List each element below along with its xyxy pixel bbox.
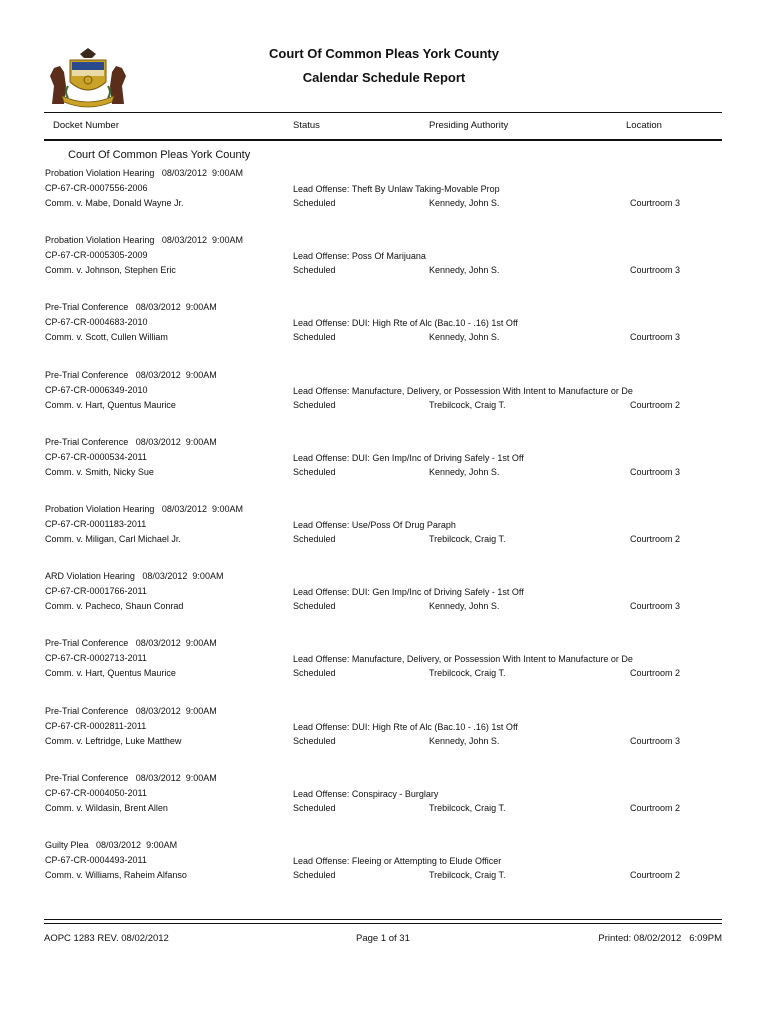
case-status: Scheduled [293, 668, 336, 678]
lead-offense: Lead Offense: DUI: High Rte of Alc (Bac.10 - .16) 1st Off [293, 318, 518, 328]
case-status: Scheduled [293, 467, 336, 477]
court-section-heading: Court Of Common Pleas York County [68, 149, 251, 161]
report-court-title: Court Of Common Pleas York County [269, 46, 499, 61]
col-docket-number: Docket Number [53, 120, 119, 131]
presiding-authority: Kennedy, John S. [429, 467, 500, 477]
schedule-entry [0, 370, 768, 418]
courtroom-location: Courtroom 3 [630, 198, 681, 208]
courtroom-location: Courtroom 3 [630, 736, 681, 746]
presiding-authority: Trebilcock, Craig T. [429, 870, 506, 880]
case-caption: Comm. v. Pacheco, Shaun Conrad [45, 601, 184, 611]
case-caption: Comm. v. Miligan, Carl Michael Jr. [45, 534, 181, 544]
presiding-authority: Kennedy, John S. [429, 332, 500, 342]
header-bottom-rule [44, 139, 722, 141]
docket-number: CP-67-CR-0006349-2010 [45, 385, 148, 395]
schedule-entry [0, 571, 768, 619]
lead-offense: Lead Offense: Poss Of Marijuana [293, 251, 426, 261]
hearing-type-date: Probation Violation Hearing 08/03/2012 9:00AM [45, 168, 243, 178]
schedule-entry [0, 235, 768, 283]
schedule-entry [0, 706, 768, 754]
docket-number: CP-67-CR-0004050-2011 [45, 788, 147, 798]
presiding-authority: Trebilcock, Craig T. [429, 534, 506, 544]
courtroom-location: Courtroom 3 [630, 467, 681, 477]
courtroom-location: Courtroom 2 [630, 668, 681, 678]
case-status: Scheduled [293, 870, 336, 880]
lead-offense: Lead Offense: DUI: High Rte of Alc (Bac.10 - .16) 1st Off [293, 722, 518, 732]
docket-number: CP-67-CR-0004493-2011 [45, 855, 147, 865]
lead-offense: Lead Offense: Manufacture, Delivery, or Possession With Intent to Manufacture or De [293, 386, 633, 396]
presiding-authority: Trebilcock, Craig T. [429, 400, 506, 410]
presiding-authority: Trebilcock, Craig T. [429, 803, 506, 813]
case-status: Scheduled [293, 400, 336, 410]
docket-number: CP-67-CR-0007556-2006 [45, 183, 148, 193]
schedule-entry [0, 840, 768, 888]
column-header-row [0, 120, 768, 134]
courtroom-location: Courtroom 3 [630, 601, 681, 611]
presiding-authority: Kennedy, John S. [429, 736, 500, 746]
header-top-rule [44, 112, 722, 113]
hearing-type-date: Pre-Trial Conference 08/03/2012 9:00AM [45, 706, 217, 716]
case-status: Scheduled [293, 736, 336, 746]
docket-number: CP-67-CR-0001183-2011 [45, 519, 147, 529]
case-caption: Comm. v. Wildasin, Brent Allen [45, 803, 168, 813]
case-status: Scheduled [293, 198, 336, 208]
hearing-type-date: Pre-Trial Conference 08/03/2012 9:00AM [45, 370, 217, 380]
case-caption: Comm. v. Williams, Raheim Alfanso [45, 870, 187, 880]
presiding-authority: Kennedy, John S. [429, 198, 500, 208]
courtroom-location: Courtroom 2 [630, 534, 681, 544]
footer-printed-date: Printed: 08/02/2012 6:09PM [598, 933, 722, 944]
footer-rule-1 [44, 919, 722, 920]
presiding-authority: Trebilcock, Craig T. [429, 668, 506, 678]
hearing-type-date: Pre-Trial Conference 08/03/2012 9:00AM [45, 773, 217, 783]
case-caption: Comm. v. Hart, Quentus Maurice [45, 400, 176, 410]
col-status: Status [293, 120, 320, 131]
case-status: Scheduled [293, 534, 336, 544]
courtroom-location: Courtroom 2 [630, 870, 681, 880]
case-caption: Comm. v. Hart, Quentus Maurice [45, 668, 176, 678]
docket-number: CP-67-CR-0004683-2010 [45, 317, 148, 327]
docket-number: CP-67-CR-0002713-2011 [45, 653, 147, 663]
footer-form-number: AOPC 1283 REV. 08/02/2012 [44, 933, 169, 944]
docket-number: CP-67-CR-0000534-2011 [45, 452, 147, 462]
hearing-type-date: ARD Violation Hearing 08/03/2012 9:00AM [45, 571, 224, 581]
schedule-entry [0, 168, 768, 216]
docket-number: CP-67-CR-0005305-2009 [45, 250, 148, 260]
hearing-type-date: Pre-Trial Conference 08/03/2012 9:00AM [45, 302, 217, 312]
schedule-entry [0, 638, 768, 686]
presiding-authority: Kennedy, John S. [429, 265, 500, 275]
case-caption: Comm. v. Smith, Nicky Sue [45, 467, 154, 477]
lead-offense: Lead Offense: Use/Poss Of Drug Paraph [293, 520, 456, 530]
lead-offense: Lead Offense: Conspiracy - Burglary [293, 789, 439, 799]
case-caption: Comm. v. Johnson, Stephen Eric [45, 265, 176, 275]
col-presiding-authority: Presiding Authority [429, 120, 509, 131]
lead-offense: Lead Offense: DUI: Gen Imp/Inc of Driving Safely - 1st Off [293, 587, 524, 597]
footer-rule-2 [44, 923, 722, 924]
courtroom-location: Courtroom 3 [630, 265, 681, 275]
footer-page-number: Page 1 of 31 [356, 933, 410, 944]
case-caption: Comm. v. Leftridge, Luke Matthew [45, 736, 182, 746]
case-caption: Comm. v. Scott, Cullen William [45, 332, 168, 342]
case-status: Scheduled [293, 803, 336, 813]
courtroom-location: Courtroom 3 [630, 332, 681, 342]
lead-offense: Lead Offense: Theft By Unlaw Taking-Movable Prop [293, 184, 500, 194]
hearing-type-date: Probation Violation Hearing 08/03/2012 9:00AM [45, 235, 243, 245]
lead-offense: Lead Offense: Manufacture, Delivery, or Possession With Intent to Manufacture or De [293, 654, 633, 664]
hearing-type-date: Pre-Trial Conference 08/03/2012 9:00AM [45, 437, 217, 447]
hearing-type-date: Guilty Plea 08/03/2012 9:00AM [45, 840, 178, 850]
schedule-entry [0, 773, 768, 821]
case-status: Scheduled [293, 332, 336, 342]
schedule-entry [0, 302, 768, 350]
case-status: Scheduled [293, 601, 336, 611]
hearing-type-date: Probation Violation Hearing 08/03/2012 9:00AM [45, 504, 243, 514]
report-title: Calendar Schedule Report [302, 70, 466, 85]
col-location: Location [626, 120, 662, 131]
lead-offense: Lead Offense: Fleeing or Attempting to Elude Officer [293, 856, 502, 866]
courtroom-location: Courtroom 2 [630, 803, 681, 813]
case-caption: Comm. v. Mabe, Donald Wayne Jr. [45, 198, 184, 208]
hearing-type-date: Pre-Trial Conference 08/03/2012 9:00AM [45, 638, 217, 648]
case-status: Scheduled [293, 265, 336, 275]
docket-number: CP-67-CR-0002811-2011 [45, 721, 147, 731]
presiding-authority: Kennedy, John S. [429, 601, 500, 611]
docket-number: CP-67-CR-0001766-2011 [45, 586, 147, 596]
lead-offense: Lead Offense: DUI: Gen Imp/Inc of Driving Safely - 1st Off [293, 453, 524, 463]
schedule-entry [0, 504, 768, 552]
schedule-entry [0, 437, 768, 485]
courtroom-location: Courtroom 2 [630, 400, 681, 410]
